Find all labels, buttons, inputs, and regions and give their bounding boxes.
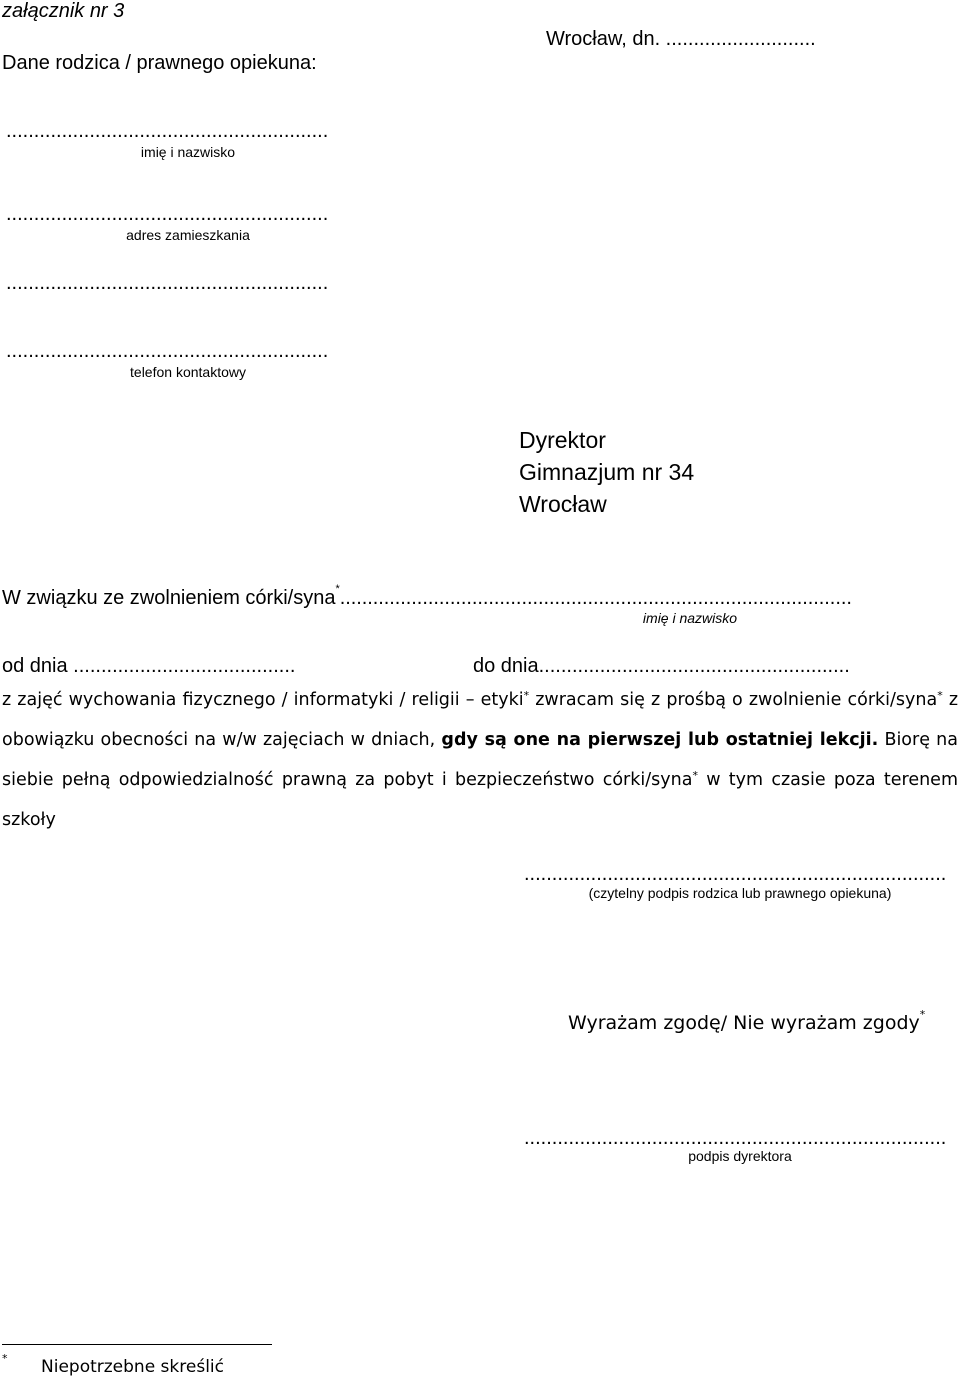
- parent-signature-dots[interactable]: ............................................................................: [524, 863, 947, 885]
- parent-phone-caption: telefon kontaktowy: [130, 364, 246, 380]
- recipient-title: Dyrektor: [519, 427, 606, 453]
- date-from-field[interactable]: od dnia ........................................: [2, 655, 296, 677]
- footnote-divider: [2, 1344, 272, 1345]
- asterisk-mark: *: [919, 1008, 926, 1021]
- request-intro-line: [2, 583, 852, 610]
- consent-line: [568, 1008, 926, 1034]
- recipient-block: [519, 424, 694, 520]
- body-bold-text: gdy są one na pierwszej lub ostatniej lekcji.: [441, 730, 879, 750]
- date-to-field[interactable]: do dnia........................................................: [473, 655, 850, 677]
- parent-phone-dots[interactable]: ..........................................................: [6, 340, 329, 362]
- asterisk-mark: *: [335, 583, 340, 595]
- body-text-1: z zajęć wychowania fizycznego / informatyki / religii – etyki: [2, 690, 524, 710]
- recipient-city: Wrocław: [519, 491, 607, 517]
- parent-data-heading: Dane rodzica / prawnego opiekuna:: [2, 52, 317, 74]
- body-text-5: w tym czasie poza terenem szkoły: [2, 770, 958, 830]
- body-text-3: z obowiązku obecności na w/w zajęciach w dniach,: [2, 690, 959, 750]
- asterisk-mark: *: [523, 689, 530, 702]
- body-text-4: Biorę na siebie pełną odpowiedzialność prawną za pobyt i bezpieczeństwo córki/syna: [2, 730, 958, 790]
- parent-signature-caption: (czytelny podpis rodzica lub prawnego opiekuna): [588, 885, 892, 901]
- attachment-label: załącznik nr 3: [2, 0, 125, 22]
- recipient-school: Gimnazjum nr 34: [519, 459, 695, 485]
- parent-name-dots[interactable]: ..........................................................: [6, 120, 329, 142]
- body-text-2: zwracam się z prośbą o zwolnienie córki/syna: [529, 690, 938, 710]
- parent-address-caption: adres zamieszkania: [126, 227, 250, 243]
- request-intro-text: W związku ze zwolnieniem córki/syna: [2, 587, 336, 609]
- parent-name-caption: imię i nazwisko: [140, 144, 236, 160]
- parent-address-dots-2[interactable]: ..........................................................: [6, 272, 329, 294]
- parent-address-dots[interactable]: ..........................................................: [6, 203, 329, 225]
- place-date-field[interactable]: Wrocław, dn. ...........................: [546, 28, 816, 50]
- asterisk-mark: *: [937, 689, 943, 702]
- child-name-dots[interactable]: .............................................................................................: [339, 587, 852, 609]
- footnote-marker: *: [2, 1352, 8, 1365]
- consent-text: Wyrażam zgodę/ Nie wyrażam zgody: [568, 1012, 920, 1034]
- director-signature-caption: podpis dyrektora: [688, 1148, 792, 1164]
- footnote-text: Niepotrzebne skreślić: [41, 1357, 224, 1377]
- child-name-caption: imię i nazwisko: [642, 610, 738, 626]
- request-body-paragraph: [2, 680, 958, 840]
- director-signature-dots[interactable]: ............................................................................: [524, 1127, 947, 1149]
- asterisk-mark: *: [692, 769, 698, 782]
